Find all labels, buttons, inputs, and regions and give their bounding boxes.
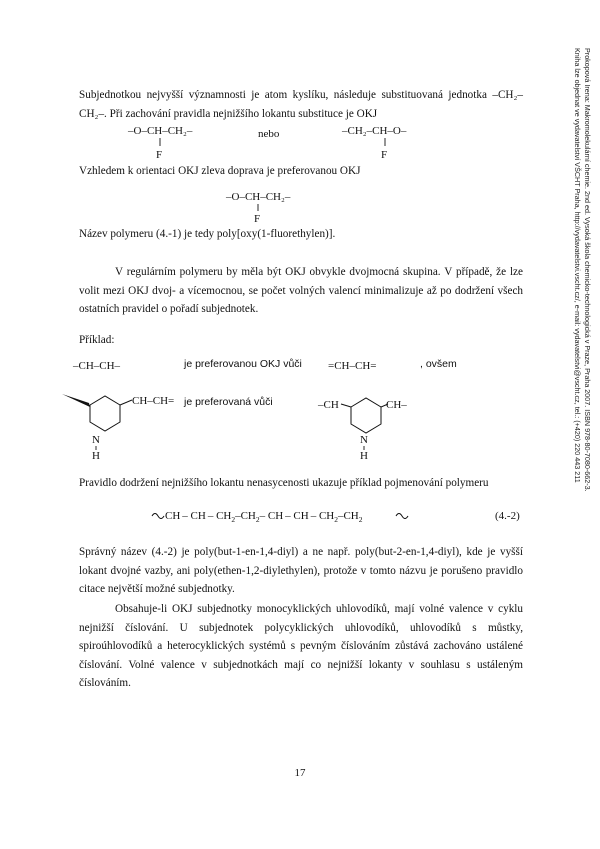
equation-number: (4.-2) [495,510,520,522]
paragraph-correct-name [79,543,523,599]
formula-F-1: F [156,149,163,161]
ring-left-N: N [92,434,100,446]
formula-F-2: F [381,149,388,161]
ring-right-N: N [360,434,368,446]
side-citation-line2: Kniha lze objednat ve vydavatelství VŠCHT Praha, http://vydavatelstvi.vscht.cz/, e-mail: vydavatelstvi@vscht.cz, tel.: (+420) 220 443 211 [573,48,582,483]
example2-left-label: CH–CH= [132,395,175,407]
ring-right-bond-l [341,404,351,407]
example2-right-right-label: CH– [386,399,407,411]
wedge-bond-left [62,394,90,407]
paragraph-lowest-locant [79,474,523,493]
example1-comma: , ovšem [420,358,457,370]
ring-right [351,398,381,433]
structure-piperidine-right [316,390,436,460]
paragraph-intro-text: Subjednotkou nejvyšší významnosti je atom kyslíku, následuje substituovaná jednotka –CH₂–CH₂–. Při zachování pravidla nejnižšího lokantu substituce je OKJ [79,89,523,120]
side-citation-line1: Prokopová Irena: Makromolekulární chemie. 2nd ed. Vysoká škola chemicko-technologická v Praze, Praha 2007. ISBN 978-80-7080-662-3. [583,48,592,492]
formula-preferred [222,186,342,226]
chain-start-wavy [152,514,164,519]
chain-end-wavy [396,514,408,519]
paragraph-lowest-locant-text: Pravidlo dodržení nejnižšího lokantu nenasycenosti ukazuje příklad pojmenování polymeru [79,477,489,489]
ring-right-H: H [360,450,368,460]
ring-left-bond [120,400,132,405]
formula-oxy-fluoroethyl: –O–CH–CH₂– [128,125,193,137]
formula-row-1 [120,120,440,162]
example1-right: =CH–CH= [328,360,377,372]
ring-left [90,396,120,431]
paragraph-polymer-name [79,225,523,244]
example-label [79,331,279,350]
equation-4-2 [150,503,540,531]
paragraph-cyclic-subunits [79,600,523,693]
example-label-text: Příklad: [79,334,115,346]
paragraph-intro [79,86,523,123]
ring-left-H: H [92,450,100,460]
paragraph-orientation-text: Vzhledem k orientaci OKJ zleva doprava je preferovanou OKJ [79,165,361,177]
example1-left: –CH–CH– [73,360,121,372]
side-citation [572,48,592,492]
example2-middle: je preferovaná vůči [184,396,273,408]
paragraph-cyclic-subunits-text: Obsahuje-li OKJ subjednotky monocyklických uhlovodíků, mají volné valence v cyklu nejnižší číslování. U subjednotek polycyklických uhlovodíků, uhlovodíků s můstky, spiroúhlovodíků a heterocyklických systémů s pevným číslováním zůstává zachováno ustálené číslování. Volné valence v subjednotkách mají co nejnižší lokanty v souhlasu s ustáleným číslováním. [79,603,523,689]
paragraph-correct-name-text: Správný název (4.-2) je poly(but-1-en-1,4-diyl) a ne např. poly(but-2-en-1,4-diyl), kde je vyšší lokant dvojné vazby, ani poly(ethen-1,2-diylethylen), protože v tomto názvu je porušeno pravidlo citace největší možné subjednotky. [79,546,523,595]
example1-middle: je preferovanou OKJ vůči [184,358,302,370]
structure-piperidine-left [60,390,190,460]
paragraph-regular-polymer-text: V regulárním polymeru by měla být OKJ obvykle dvojmocná skupina. V případě, že lze volit mezi OKJ dvoj- a vícemocnou, se počet volných valencí minimalizuje až po dodržení všech ostatních pravidel o pořadí subjednotek. [79,266,523,315]
formula-preferred-text: –O–CH–CH₂– [226,191,291,203]
paragraph-orientation [79,162,523,181]
paragraph-polymer-name-text: Název polymeru (4.-1) je tedy poly[oxy(1-fluorethylen)]. [79,228,336,240]
paragraph-regular-polymer [79,263,523,319]
page-number: 17 [294,767,306,779]
formula-F-3: F [254,213,261,225]
example2-right-left-label: –CH [318,399,339,411]
equation-chain-text: CH – CH – $CH_2-CH_2-$ CH – CH – $CH_2-CH_2$ [165,510,363,524]
formula-fluoroethyl-oxy: –CH₂–CH–O– [342,125,407,137]
formula-nebo: nebo [258,128,280,140]
